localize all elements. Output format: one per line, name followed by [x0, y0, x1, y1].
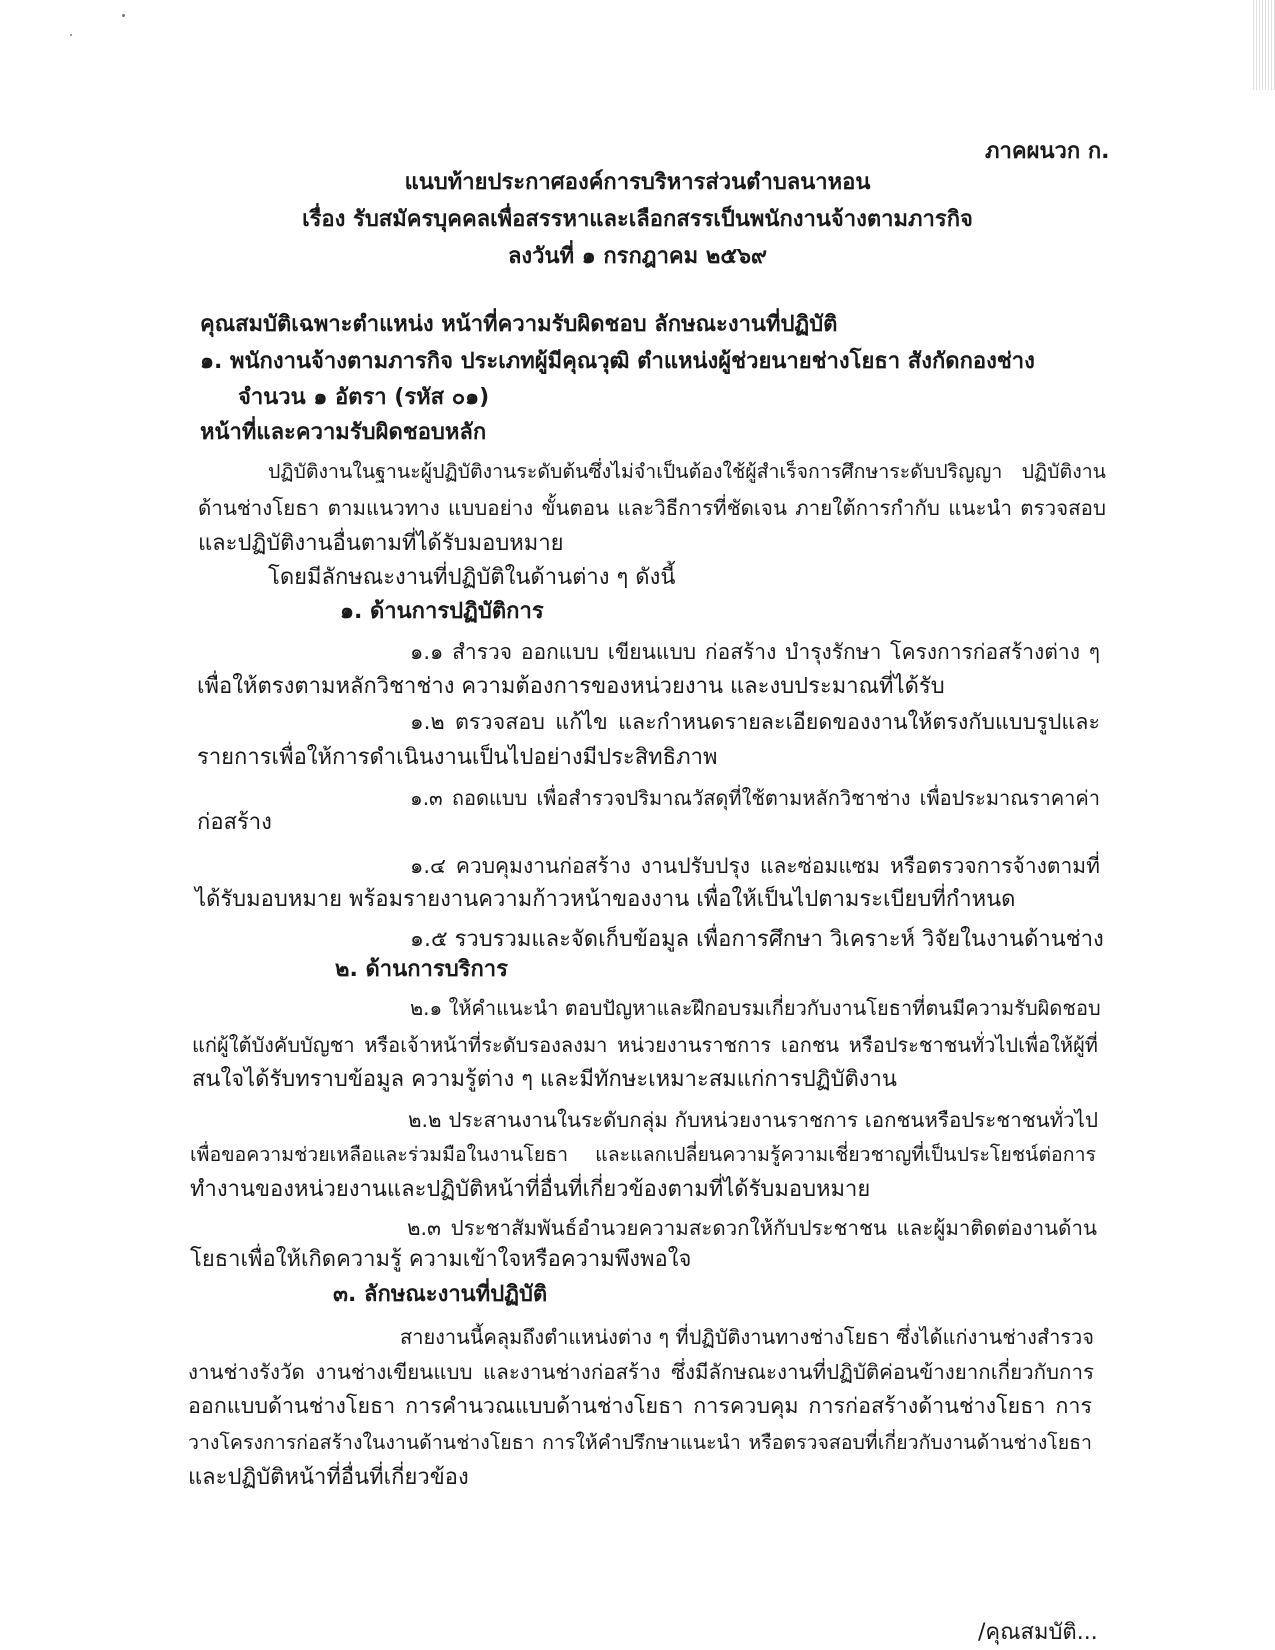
intro-line-2: ด้านช่างโยธา ตามแนวทาง แบบอย่าง ขั้นตอน และวิธีการที่ชัดเจน ภายใต้การกำกับ แนะนำ ตรวจสอบ: [198, 496, 1106, 520]
item-1-5-line-1: ๑.๕ รวบรวมและจัดเก็บข้อมูล เพื่อการศึกษา วิเคราะห์ วิจัยในงานด้านช่าง: [410, 927, 1104, 952]
scan-edge-artifact: [1253, 0, 1275, 90]
qualification-heading: คุณสมบัติเฉพาะตำแหน่ง หน้าที่ความรับผิดชอบ ลักษณะงานที่ปฏิบัติ: [200, 312, 838, 337]
item-2-2-line-2: เพื่อขอความช่วยเหลือและร่วมมือในงานโยธา และแลกเปลี่ยนความรู้ความเชี่ยวชาญที่เป็นประโยชน์ต่อการ: [190, 1143, 1096, 1166]
item-1-3-line-1: ๑.๓ ถอดแบบ เพื่อสำรวจปริมาณวัสดุที่ใช้ตามหลักวิชาช่าง เพื่อประมาณราคาค่า: [410, 786, 1100, 810]
intro-line-3: และปฏิบัติงานอื่นตามที่ได้รับมอบหมาย: [198, 531, 564, 556]
scan-speck: [122, 14, 125, 17]
scan-speck: [70, 34, 72, 36]
item-1-4-line-1: ๑.๔ ควบคุมงานก่อสร้าง งานปรับปรุง และซ่อมแซม หรือตรวจการจ้างตามที่: [410, 854, 1100, 878]
item-1-1-line-1: ๑.๑ สำรวจ ออกแบบ เขียนแบบ ก่อสร้าง บำรุงรักษา โครงการก่อสร้างต่าง ๆ: [410, 640, 1100, 664]
item-1-4-line-2: ได้รับมอบหมาย พร้อมรายงานความก้าวหน้าของงาน เพื่อให้เป็นไปตามระเบียบที่กำหนด: [195, 887, 1016, 912]
duties-heading: หน้าที่และความรับผิดชอบหลัก: [200, 420, 487, 445]
position-line-1: ๑. พนักงานจ้างตามภารกิจ ประเภทผู้มีคุณวุฒิ ตำแหน่งผู้ช่วยนายช่างโยธา สังกัดกองช่าง: [200, 349, 1035, 374]
header-line-2: เรื่อง รับสมัครบุคคลเพื่อสรรหาและเลือกสรรเป็นพนักงานจ้างตามภารกิจ: [302, 207, 973, 232]
item-2-3-line-1: ๒.๓ ประชาสัมพันธ์อำนวยความสะดวกให้กับประชาชน และผู้มาติดต่องานด้าน: [407, 1216, 1097, 1240]
section-3-line-1: สายงานนี้คลุมถึงตำแหน่งต่าง ๆ ที่ปฏิบัติงานทางช่างโยธา ซึ่งได้แก่งานช่างสำรวจ: [400, 1325, 1094, 1349]
item-2-1-line-1: ๒.๑ ให้คำแนะนำ ตอบปัญหาและฝึกอบรมเกี่ยวกับงานโยธาที่ตนมีความรับผิดชอบ: [410, 996, 1101, 1020]
section-3-line-2: งานช่างรังวัด งานช่างเขียนแบบ และงานช่างก่อสร้าง ซึ่งมีลักษณะงานที่ปฏิบัติค่อนข้างยากเกี่ยวกับการ: [188, 1360, 1094, 1384]
position-line-2: จำนวน ๑ อัตรา (รหัส ๐๑): [238, 385, 490, 410]
section-3-line-3: ออกแบบด้านช่างโยธา การคำนวณแบบด้านช่างโยธา การควบคุม การก่อสร้างด้านช่างโยธา การ: [188, 1394, 1092, 1419]
intro-line-1: ปฏิบัติงานในฐานะผู้ปฏิบัติงานระดับต้นซึ่งไม่จำเป็นต้องใช้ผู้สำเร็จการศึกษาระดับปริญญา ปฏิบัติงาน: [268, 460, 1106, 483]
item-1-2-line-2: รายการเพื่อให้การดำเนินงานเป็นไปอย่างมีประสิทธิภาพ: [197, 745, 718, 770]
section-2-title: ๒. ด้านการบริการ: [335, 957, 508, 982]
item-2-1-line-3: สนใจได้รับทราบข้อมูล ความรู้ต่าง ๆ และมีทักษะเหมาะสมแก่การปฏิบัติงาน: [192, 1067, 897, 1092]
section-3-line-5: และปฏิบัติหน้าที่อื่นที่เกี่ยวข้อง: [188, 1465, 469, 1490]
item-2-1-line-2: แก่ผู้ใต้บังคับบัญชา หรือเจ้าหน้าที่ระดับรองลงมา หน่วยงานราชการ เอกชน หรือประชาชนทั่วไปเพื่อให้ผู้ที่: [192, 1033, 1098, 1057]
header-line-3: ลงวันที่ ๑ กรกฎาคม ๒๕๖๙: [507, 244, 768, 269]
item-2-3-line-2: โยธาเพื่อให้เกิดความรู้ ความเข้าใจหรือความพึงพอใจ: [190, 1247, 692, 1272]
item-2-2-line-1: ๒.๒ ประสานงานในระดับกลุ่ม กับหน่วยงานราชการ เอกชนหรือประชาชนทั่วไป: [408, 1108, 1098, 1132]
section-3-line-4: วางโครงการก่อสร้างในงานด้านช่างโยธา การให้คำปรึกษาแนะนำ หรือตรวจสอบที่เกี่ยวกับงานด้านช่างโยธา: [188, 1431, 1092, 1454]
item-1-1-line-2: เพื่อให้ตรงตามหลักวิชาช่าง ความต้องการของหน่วยงาน และงบประมาณที่ได้รับ: [197, 674, 945, 699]
appendix-label: ภาคผนวก ก.: [985, 139, 1110, 164]
section-1-title: ๑. ด้านการปฏิบัติการ: [340, 599, 544, 624]
continuation-note: /คุณสมบัติ...: [978, 1620, 1098, 1645]
item-1-2-line-1: ๑.๒ ตรวจสอบ แก้ไข และกำหนดรายละเอียดของงานให้ตรงกับแบบรูปและ: [410, 710, 1100, 735]
header-line-1: แนบท้ายประกาศองค์การบริหารส่วนตำบลนาหอน: [404, 170, 871, 195]
section-3-title: ๓. ลักษณะงานที่ปฏิบัติ: [333, 1282, 548, 1307]
item-1-3-line-2: ก่อสร้าง: [197, 810, 272, 835]
item-2-2-line-3: ทำงานของหน่วยงานและปฏิบัติหน้าที่อื่นที่เกี่ยวข้องตามที่ได้รับมอบหมาย: [190, 1177, 871, 1202]
intro-line-4: โดยมีลักษณะงานที่ปฏิบัติในด้านต่าง ๆ ดังนี้: [268, 565, 676, 590]
